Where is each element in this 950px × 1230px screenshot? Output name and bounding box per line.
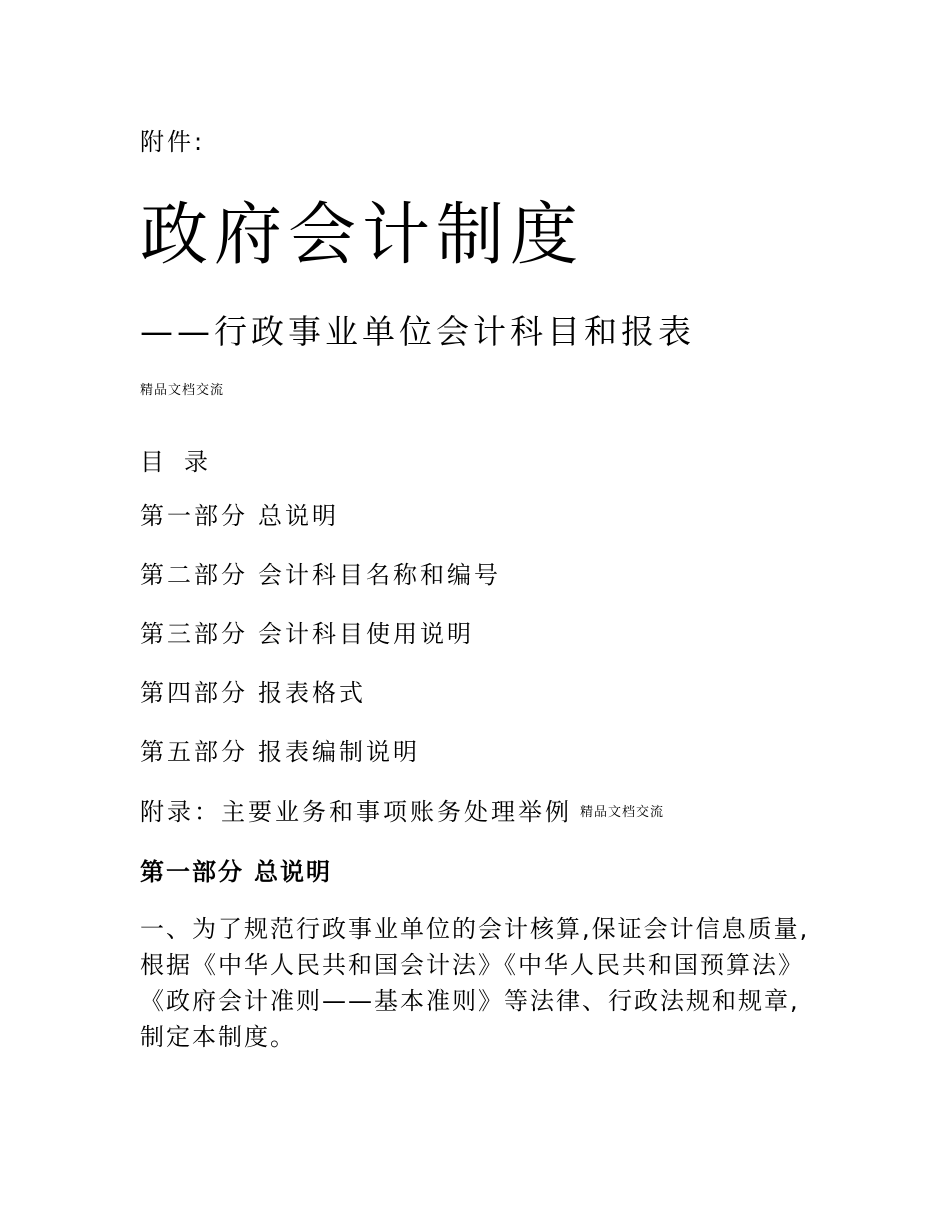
toc-item-label: 总说明 xyxy=(258,502,339,530)
toc-item-part-1 xyxy=(140,500,339,532)
toc-item-part-4 xyxy=(140,677,366,709)
toc-item-part: 第五部分 xyxy=(140,738,248,766)
toc-item-label: 报表格式 xyxy=(258,679,366,707)
toc-item-part: 第一部分 xyxy=(140,502,248,530)
toc-item-part: 第三部分 xyxy=(140,620,248,648)
toc-item-part-2 xyxy=(140,559,501,591)
toc-item-label: 会计科目使用说明 xyxy=(258,620,474,648)
toc-heading-char-2: 录 xyxy=(184,448,210,476)
document-title: 政府会计制度 xyxy=(140,196,585,275)
watermark-text: 精品文档交流 xyxy=(140,383,225,398)
toc-item-part-5 xyxy=(140,736,420,768)
section-heading-label: 总说明 xyxy=(254,858,332,886)
toc-item-label: 会计科目名称和编号 xyxy=(258,561,501,589)
appendix-watermark-text: 精品文档交流 xyxy=(580,805,665,820)
toc-item-part-3 xyxy=(140,618,474,650)
section-1-heading xyxy=(140,856,332,888)
toc-item-label: 报表编制说明 xyxy=(258,738,420,766)
toc-item-part: 第二部分 xyxy=(140,561,248,589)
toc-item-appendix xyxy=(140,796,664,829)
toc-appendix-label: 附录：主要业务和事项账务处理举例 xyxy=(140,798,572,826)
document-subtitle: ——行政事业单位会计科目和报表 xyxy=(140,312,695,351)
toc-heading-char-1: 目 xyxy=(140,448,166,476)
toc-item-part: 第四部分 xyxy=(140,679,248,707)
section-1-paragraph: 一、为了规范行政事业单位的会计核算,保证会计信息质量,根据《中华人民共和国会计法》《中华人民共和国预算法》《政府会计准则——基本准则》等法律、行政法规和规章,制定本制度。 xyxy=(140,915,810,1051)
section-heading-part: 第一部分 xyxy=(140,858,244,886)
toc-heading xyxy=(140,442,210,477)
attachment-label: 附件: xyxy=(140,128,206,156)
